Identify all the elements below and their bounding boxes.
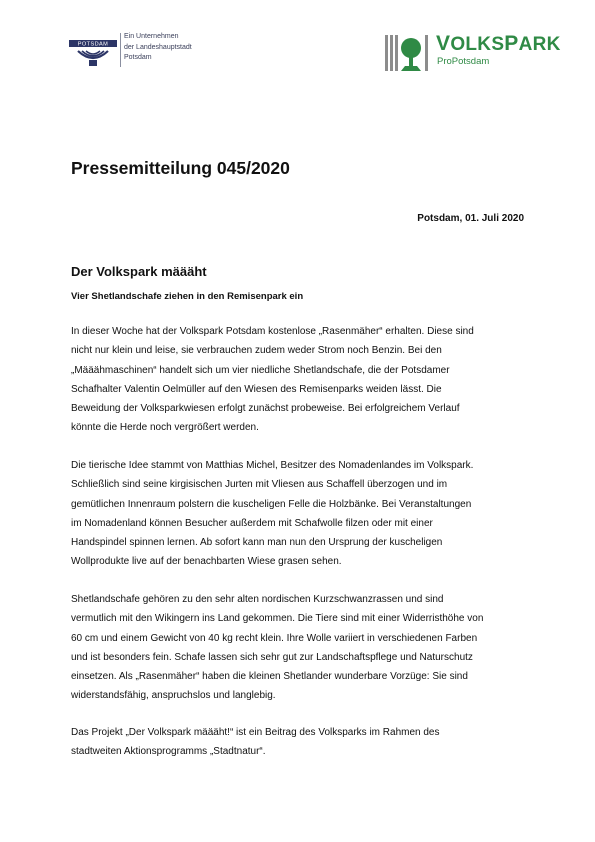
text-line: Wollprodukte live auf der benachbarten Wiese grasen sehen. bbox=[71, 556, 342, 568]
brand-letter: V bbox=[436, 32, 451, 55]
brand-letters: ARK bbox=[518, 34, 561, 55]
brand-letter: P bbox=[504, 32, 519, 55]
text-line: Die tierische Idee stammt von Matthias Michel, Besitzer des Nomadenlandes im Volkspark. bbox=[71, 460, 474, 471]
volkspark-subbrand: ProPotsdam bbox=[437, 56, 490, 67]
paragraph bbox=[71, 590, 541, 706]
potsdam-logo bbox=[68, 33, 118, 73]
headline: Der Volkspark määäht bbox=[71, 264, 207, 279]
text-line: vermutlich mit den Wikingern ins Land gekommen. Die Tiere sind mit einer Widerristhöhe von bbox=[71, 613, 484, 625]
text-line: im Nomadenland können Besucher außerdem mit Schafwolle filzen oder mit einer bbox=[71, 517, 433, 529]
logo-divider bbox=[120, 33, 121, 67]
text-line: Beweidung der Volksparkwiesen erfolgt zunächst probeweise. Bei erfolgreichem Verlauf bbox=[71, 403, 460, 415]
potsdam-tagline-line: der Landeshauptstadt bbox=[124, 43, 192, 51]
date-line: Potsdam, 01. Juli 2020 bbox=[417, 213, 524, 224]
subheadline: Vier Shetlandschafe ziehen in den Remisenpark ein bbox=[71, 291, 304, 302]
text-line: In dieser Woche hat der Volkspark Potsdam kostenlose „Rasenmäher“ erhalten. Diese sind bbox=[71, 326, 474, 337]
text-line: könnte die Herde noch vergrößert werden. bbox=[71, 422, 259, 434]
volkspark-tree-logo bbox=[384, 33, 432, 73]
text-line: Shetlandschafe gehören zu den sehr alten nordischen Kurzschwanzrassen und sind bbox=[71, 594, 444, 605]
text-line: Das Projekt „Der Volkspark määäht!“ ist ein Beitrag des Volksparks im Rahmen des bbox=[71, 727, 440, 738]
potsdam-tagline bbox=[124, 32, 192, 64]
volkspark-brand bbox=[436, 33, 561, 56]
text-line: nicht nur klein und leise, sie verbrauchen zudem weder Strom noch Benzin. Bei den bbox=[71, 345, 442, 357]
text-line: einsetzen. Als „Rasenmäher“ haben die kleinen Shetlander wunderbare Vorzüge: Sie sind bbox=[71, 671, 468, 683]
text-line: 60 cm und einem Gewicht von 40 kg recht klein. Ihre Wolle variiert in verschiedenen Farben bbox=[71, 632, 478, 644]
text-line: und ist besonders fein. Schafe lassen sich sehr gut zur Landschaftspflege und Naturschutz bbox=[71, 651, 473, 663]
brand-letters: OLKS bbox=[450, 34, 505, 55]
text-line: Schafhalter Valentin Oelmüller auf den Wiesen des Remisenparks weiden lässt. Die bbox=[71, 383, 442, 395]
text-line: Handspindel spinnen lernen. Ab sofort kann man nun den Ursprung der kuscheligen bbox=[71, 537, 443, 549]
text-line: Schließlich sind seine kirgisischen Jurten mit Vliesen aus Schaffell überzogen und im bbox=[71, 479, 448, 491]
text-line: widerstandsfähig, anspruchslos und langlebig. bbox=[71, 690, 276, 702]
text-line: „Määähmaschinen“ handelt sich um vier niedliche Shetlandschafe, die der Potsdamer bbox=[71, 364, 450, 376]
paragraph bbox=[71, 456, 541, 572]
potsdam-logo-word: POTSDAM bbox=[77, 41, 109, 48]
paragraph bbox=[71, 322, 541, 438]
potsdam-tagline-line: Ein Unternehmen bbox=[124, 33, 179, 40]
text-line: stadtweiten Aktionsprogramms „Stadtnatur“. bbox=[71, 746, 266, 758]
potsdam-tagline-line: Potsdam bbox=[124, 54, 152, 61]
page-title: Pressemitteilung 045/2020 bbox=[71, 158, 290, 178]
paragraph bbox=[71, 723, 541, 762]
text-line: gemütlichen Innenraum polstern die kuscheligen Felle die Holzbänke. Bei Veranstaltungen bbox=[71, 498, 472, 510]
